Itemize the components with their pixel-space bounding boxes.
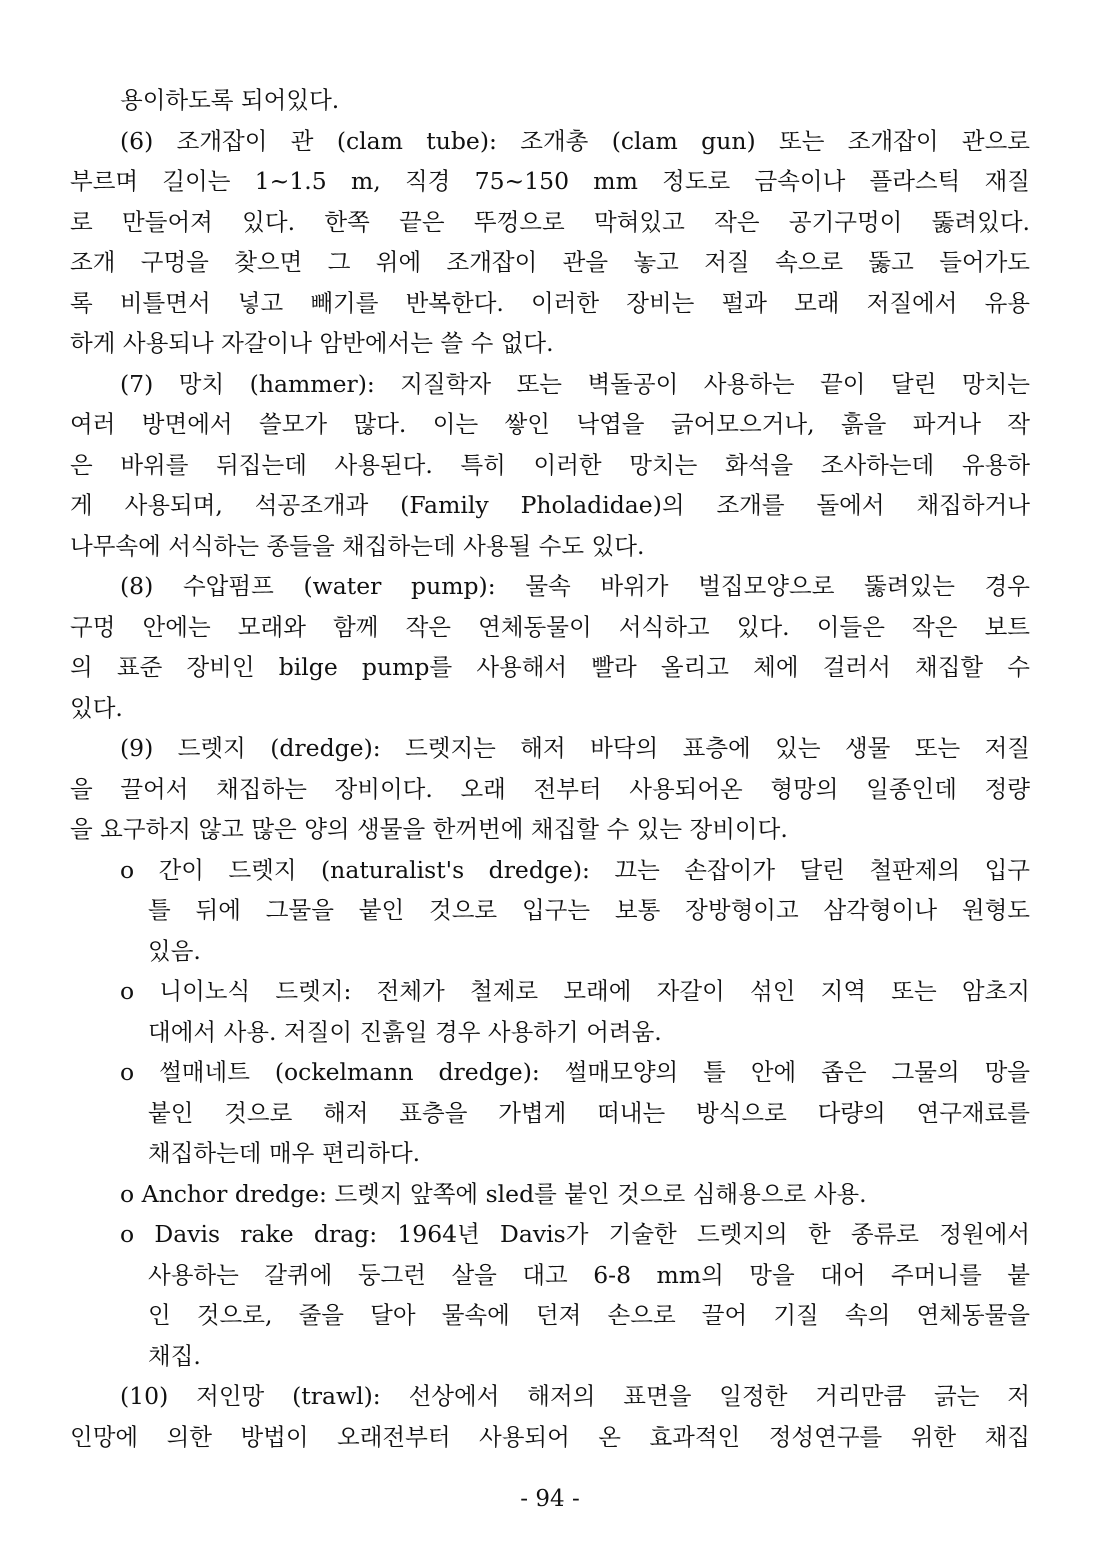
text-line: (9) 드렛지 (dredge): 드렛지는 해저 바닥의 표층에 있는 생물 또는 저질	[120, 734, 1030, 762]
text-line: 용이하도록 되어있다.	[120, 86, 340, 114]
text-line: 사용하는 갈퀴에 둥그런 살을 대고 6-8 mm의 망을 대어 주머니를 붙	[148, 1260, 1030, 1289]
text-line: 의 표준 장비인 bilge pump를 사용해서 빨라 올리고 체에 걸러서 채집할 수	[70, 653, 1030, 681]
bullet-line: o 썰매네트 (ockelmann dredge): 썰매모양의 틀 안에 좁은 그물의 망을	[120, 1058, 1030, 1086]
text-line: 부르며 길이는 1~1.5 m, 직경 75~150 mm 정도로 금속이나 플라스틱 재질	[70, 167, 1030, 195]
page-number: - 94 -	[520, 1486, 580, 1512]
text-line: 게 사용되며, 석공조개과 (Family Pholadidae)의 조개를 돌에서 채집하거나	[70, 491, 1030, 519]
text-line: 로 만들어져 있다. 한쪽 끝은 뚜껑으로 막혀있고 작은 공기구멍이 뚫려있다.	[70, 207, 1030, 236]
document-body	[70, 80, 1030, 1457]
text-line: 하게 사용되나 자갈이나 암반에서는 쓸 수 없다.	[70, 329, 554, 357]
text-line: (10) 저인망 (trawl): 선상에서 해저의 표면을 일정한 거리만큼 긁는 저	[120, 1382, 1030, 1410]
text-line: 인망에 의한 방법이 오래전부터 사용되어 온 효과적인 정성연구를 위한 채집	[70, 1422, 1030, 1451]
text-line: 있음.	[148, 936, 201, 965]
bullet-line: o Anchor dredge: 드렛지 앞쪽에 sled를 붙인 것으로 심해용으로 사용.	[120, 1179, 867, 1208]
text-line: 을 끌어서 채집하는 장비이다. 오래 전부터 사용되어온 형망의 일종인데 정량	[70, 774, 1030, 803]
text-line: 을 요구하지 않고 많은 양의 생물을 한꺼번에 채집할 수 있는 장비이다.	[70, 815, 788, 843]
text-line: (6) 조개잡이 관 (clam tube): 조개총 (clam gun) 또는 조개잡이 관으로	[120, 126, 1030, 155]
bullet-line: o 니이노식 드렛지: 전체가 철제로 모래에 자갈이 섞인 지역 또는 암초지	[120, 977, 1030, 1005]
text-line: 채집.	[148, 1341, 201, 1370]
text-line: 은 바위를 뒤집는데 사용된다. 특히 이러한 망치는 화석을 조사하는데 유용하	[70, 450, 1030, 479]
text-line: 록 비틀면서 넣고 빼기를 반복한다. 이러한 장비는 펄과 모래 저질에서 유용	[70, 288, 1030, 317]
text-line: 틀 뒤에 그물을 붙인 것으로 입구는 보통 장방형이고 삼각형이나 원형도	[148, 896, 1030, 924]
text-line: 채집하는데 매우 편리하다.	[148, 1139, 421, 1167]
text-line: (8) 수압펌프 (water pump): 물속 바위가 벌집모양으로 뚫려있는 경우	[120, 572, 1030, 600]
text-line: 구멍 안에는 모래와 함께 작은 연체동물이 서식하고 있다. 이들은 작은 보트	[70, 612, 1030, 641]
bullet-line: o Davis rake drag: 1964년 Davis가 기술한 드렛지의 한 종류로 정원에서	[120, 1220, 1030, 1248]
text-line: 붙인 것으로 해저 표층을 가볍게 떠내는 방식으로 다량의 연구재료를	[148, 1098, 1030, 1127]
text-line: (7) 망치 (hammer): 지질학자 또는 벽돌공이 사용하는 끝이 달린 망치는	[120, 369, 1030, 398]
text-line: 인 것으로, 줄을 달아 물속에 던져 손으로 끌어 기질 속의 연체동물을	[148, 1301, 1030, 1329]
bullet-line: o 간이 드렛지 (naturalist's dredge): 끄는 손잡이가 달린 철판제의 입구	[120, 855, 1030, 884]
text-line: 여러 방면에서 쓸모가 많다. 이는 쌓인 낙엽을 긁어모으거나, 흙을 파거나 작	[70, 410, 1030, 438]
text-line: 있다.	[70, 693, 123, 722]
text-line: 나무속에 서식하는 종들을 채집하는데 사용될 수도 있다.	[70, 531, 645, 560]
text-line: 조개 구멍을 찾으면 그 위에 조개잡이 관을 놓고 저질 속으로 뚫고 들어가도	[70, 248, 1030, 276]
text-line: 대에서 사용. 저질이 진흙일 경우 사용하기 어려움.	[148, 1017, 662, 1046]
